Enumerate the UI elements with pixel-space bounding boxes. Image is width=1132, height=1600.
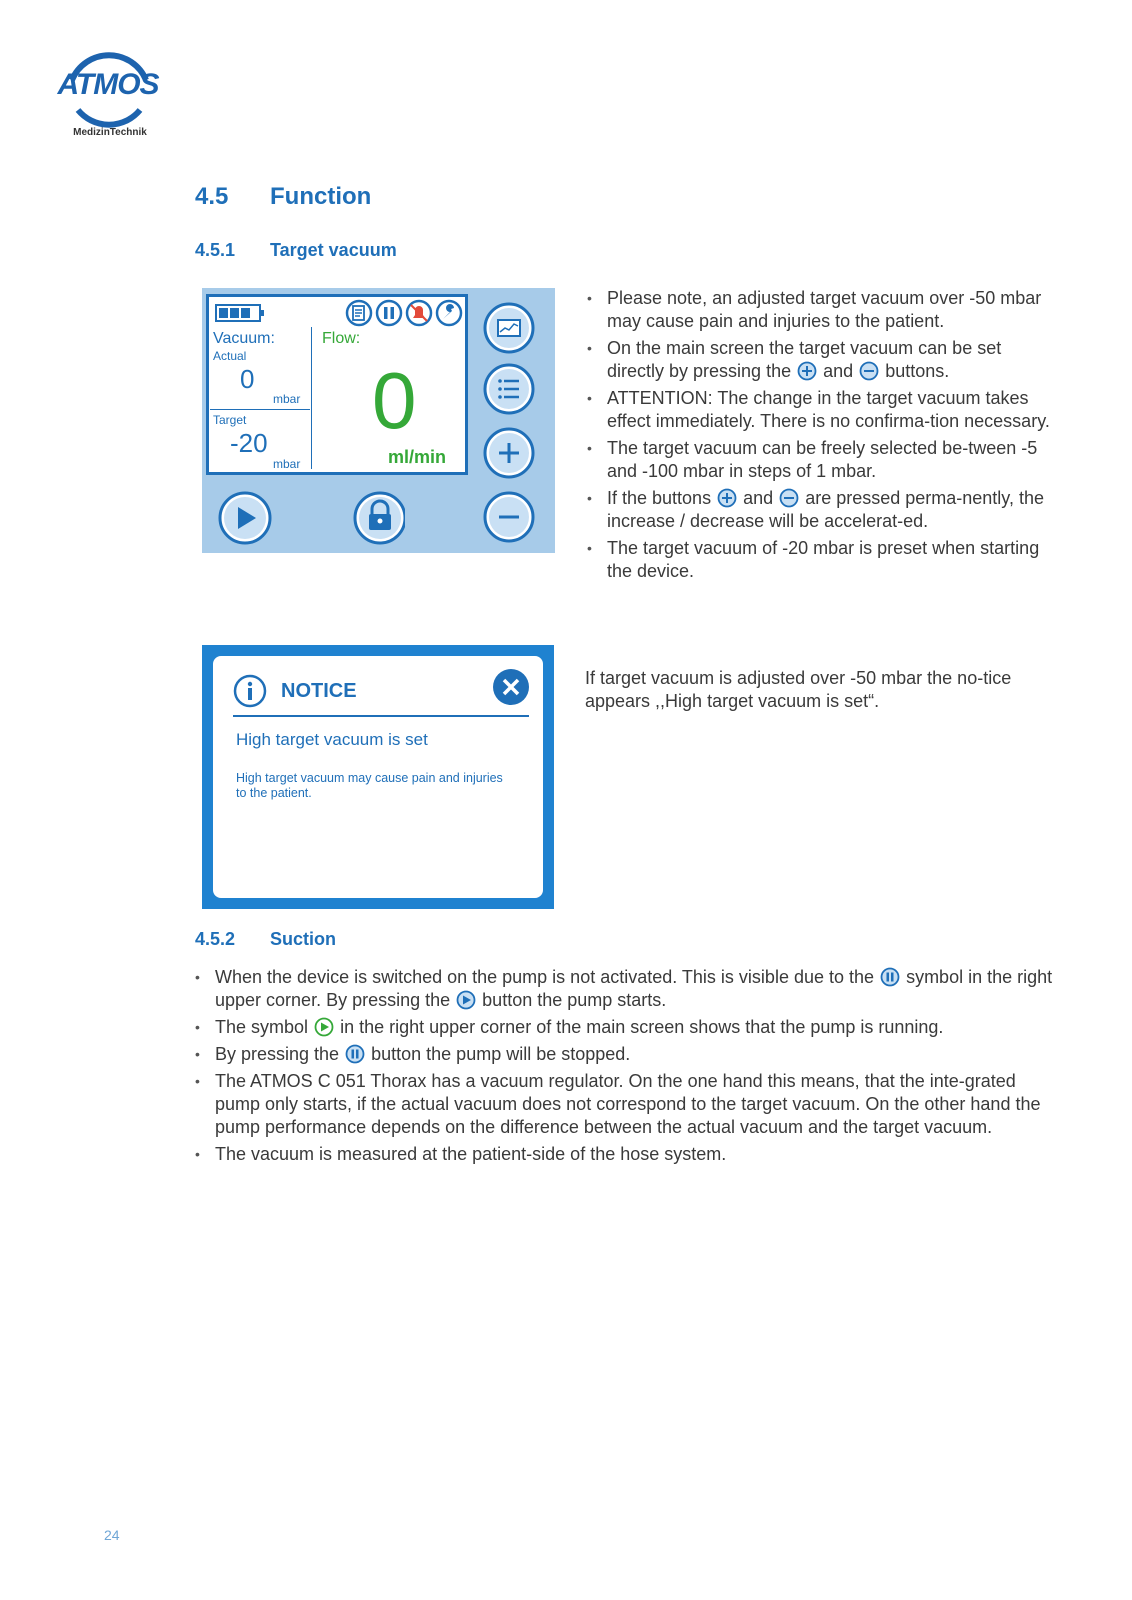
list-item: • When the device is switched on the pump is not activated. This is visible due to the symbol in the right upper corner. By pressing the button the pump starts. [193,966,1053,1012]
suction-list [193,966,1053,1170]
subsection-title: Suction [270,929,336,949]
menu-button [485,365,533,413]
section-number: 4.5 [195,183,229,210]
chart-button [485,304,533,352]
list-item: • The target vacuum of -20 mbar is preset when starting the device. [585,537,1050,583]
plus-icon [717,488,737,508]
protocol-icon [347,301,371,325]
screen-bottom-buttons [215,488,405,548]
logo-brand: ATMOS [57,68,159,101]
pump-running-icon [314,1017,334,1037]
target-value: -20 [230,428,268,458]
minus-icon [859,361,879,381]
list-item: • If the buttons and are pressed perma-nently, the increase / decrease will be accelerat-ed. [585,487,1050,533]
notice-body: High target vacuum may cause pain and injuries to the patient. [236,771,503,800]
notice-title: NOTICE [281,680,357,702]
minus-button [485,493,533,541]
list-item: • The target vacuum can be freely selected be-tween -5 and -100 mbar in steps of 1 mbar. [585,437,1050,483]
target-label: Target [213,413,247,427]
info-icon [233,674,267,708]
vacuum-label: Vacuum: [213,330,275,347]
subsection-title: Target vacuum [270,240,397,260]
notice-heading: High target vacuum is set [236,730,428,749]
minus-icon [779,488,799,508]
close-icon [492,668,530,706]
list-item: • By pressing the button the pump will be stopped. [193,1043,1053,1066]
play-button [220,493,270,543]
flow-unit: ml/min [388,447,447,467]
flow-label: Flow: [322,330,361,347]
divider [210,409,310,410]
target-unit: mbar [273,457,301,471]
alarm-muted-icon [407,301,431,325]
screen-side-buttons [480,301,538,551]
list-item: • On the main screen the target vacuum can be set directly by pressing the and buttons. [585,337,1050,383]
logo-subtitle: MedizinTechnik [73,127,147,138]
actual-label: Actual [213,349,247,363]
column-divider [311,327,312,469]
list-item: • The ATMOS C 051 Thorax has a vacuum regulator. On the one hand this means, that the inte-grated pump only starts, if the actual vacuum does not correspond to the target vacuum. On the other hand the pump performance depends on the difference between the actual vacuum and the target vacuum. [193,1070,1053,1139]
plus-icon [797,361,817,381]
target-vacuum-list [585,287,1050,587]
lock-button [355,493,405,543]
play-icon [456,990,476,1010]
notice-paragraph: If target vacuum is adjusted over -50 mbar the no-tice appears ,,High target vacuum is set“. [585,668,1012,711]
pause-status-icon [377,301,401,325]
actual-unit: mbar [273,392,301,406]
notice-divider [233,715,529,717]
flow-value: 0 [372,356,417,445]
subsection-number: 4.5.2 [195,929,236,949]
section-title: Function [270,183,372,210]
subsection-number: 4.5.1 [195,240,236,260]
page-number: 24 [104,1527,120,1543]
battery-icon [215,303,267,323]
list-item: • ATTENTION: The change in the target vacuum takes effect immediately. There is no confirma-tion necessary. [585,387,1050,433]
pause-icon [880,967,900,987]
wrench-icon [437,301,461,325]
actual-value: 0 [240,364,255,394]
pause-icon [345,1044,365,1064]
plus-button [485,429,533,477]
list-item: • Please note, an adjusted target vacuum over -50 mbar may cause pain and injuries to the patient. [585,287,1050,333]
list-item: • The symbol in the right upper corner of the main screen shows that the pump is running. [193,1016,1053,1039]
list-item: • The vacuum is measured at the patient-side of the hose system. [193,1143,1053,1166]
status-icons [344,298,466,328]
